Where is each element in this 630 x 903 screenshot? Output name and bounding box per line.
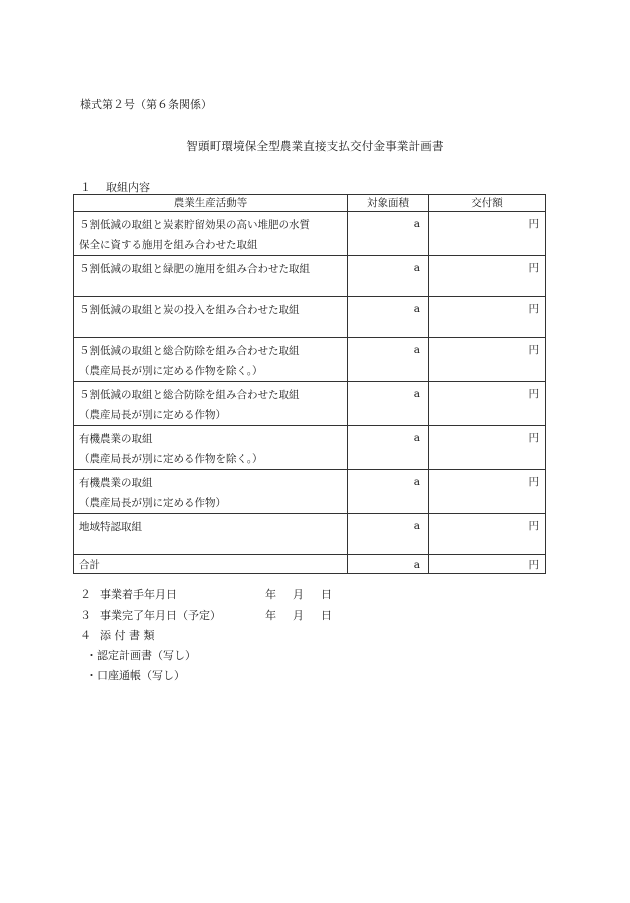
activity-cell [74, 426, 348, 470]
amount-cell[interactable] [429, 338, 546, 382]
section-number: ４ [80, 629, 91, 642]
activity-table [73, 194, 546, 574]
activity-line: （農産局長が別に定める作物を除く。） [79, 365, 263, 377]
amount-cell[interactable] [429, 426, 546, 470]
amount-cell[interactable] [429, 297, 546, 338]
amount-unit: 円 [528, 388, 539, 400]
total-label-cell: 合計 [74, 555, 348, 574]
header-activity: 農業生産活動等 [74, 195, 348, 212]
year-label: 年 [265, 609, 276, 622]
amount-cell[interactable] [429, 514, 546, 555]
area-cell[interactable] [348, 514, 429, 555]
month-label: 月 [293, 609, 304, 622]
section-label: 添 付 書 類 [100, 629, 155, 642]
area-unit: a [413, 218, 420, 230]
amount-unit: 円 [528, 476, 539, 488]
activity-line: ５割低減の取組と炭の投入を組み合わせた取組 [79, 304, 300, 316]
activity-line: ５割低減の取組と炭素貯留効果の高い堆肥の水質 [79, 219, 310, 231]
activity-cell [74, 514, 348, 555]
area-cell[interactable] [348, 256, 429, 297]
activity-cell [74, 470, 348, 514]
activity-line: （農産局長が別に定める作物を除く。） [79, 453, 263, 465]
amount-cell[interactable] [429, 470, 546, 514]
activity-line: （農産局長が別に定める作物） [79, 409, 226, 421]
table-row [74, 426, 546, 470]
section-4-attachments [80, 627, 155, 643]
area-unit: a [413, 344, 420, 356]
amount-unit: 円 [528, 432, 539, 444]
table-row [74, 470, 546, 514]
activity-cell [74, 212, 348, 256]
section-3-end-date [80, 607, 349, 623]
area-unit: a [413, 388, 420, 400]
header-area: 対象面積 [348, 195, 429, 212]
table-row [74, 514, 546, 555]
area-cell[interactable] [348, 212, 429, 256]
area-cell[interactable] [348, 426, 429, 470]
amount-unit: 円 [528, 218, 539, 230]
amount-unit: 円 [528, 303, 539, 315]
activity-line: 有機農業の取組 [79, 433, 153, 445]
attachment-item: ・口座通帳（写し） [86, 669, 185, 682]
amount-cell[interactable] [429, 382, 546, 426]
activity-cell [74, 382, 348, 426]
activity-line: （農産局長が別に定める作物） [79, 497, 226, 509]
area-unit: a [413, 262, 420, 274]
activity-line: ５割低減の取組と総合防除を組み合わせた取組 [79, 345, 300, 357]
activity-line: 有機農業の取組 [79, 477, 153, 489]
total-amount-cell[interactable] [429, 555, 546, 574]
area-unit: a [413, 303, 420, 315]
amount-unit: 円 [528, 559, 539, 571]
area-cell[interactable] [348, 297, 429, 338]
amount-cell[interactable] [429, 256, 546, 297]
table-header-row [74, 195, 546, 212]
header-amount: 交付額 [429, 195, 546, 212]
document-title: 智頭町環境保全型農業直接支払交付金事業計画書 [186, 139, 444, 153]
amount-cell[interactable] [429, 212, 546, 256]
section-label: 事業完了年月日（予定） [100, 609, 221, 622]
table-row [74, 338, 546, 382]
section-label: 事業着手年月日 [100, 588, 177, 601]
section-2-start-date [80, 586, 349, 602]
area-unit: a [413, 520, 420, 532]
attachment-item: ・認定計画書（写し） [86, 649, 196, 662]
activity-line: 地域特認取組 [79, 521, 142, 533]
area-unit: a [413, 432, 420, 444]
form-number: 様式第２号（第６条関係） [80, 98, 212, 111]
amount-unit: 円 [528, 262, 539, 274]
year-label: 年 [265, 588, 276, 601]
activity-line: ５割低減の取組と緑肥の施用を組み合わせた取組 [79, 263, 310, 275]
section-number: ３ [80, 609, 91, 622]
area-unit: a [413, 559, 420, 571]
amount-unit: 円 [528, 344, 539, 356]
activity-line: ５割低減の取組と総合防除を組み合わせた取組 [79, 389, 300, 401]
total-row [74, 555, 546, 574]
table-row [74, 256, 546, 297]
section-1-heading [80, 179, 150, 195]
area-cell[interactable] [348, 382, 429, 426]
area-cell[interactable] [348, 338, 429, 382]
total-area-cell[interactable] [348, 555, 429, 574]
section-number: １ [80, 181, 91, 194]
area-cell[interactable] [348, 470, 429, 514]
activity-line: 保全に資する施用を組み合わせた取組 [79, 239, 258, 251]
month-label: 月 [293, 588, 304, 601]
table-row [74, 212, 546, 256]
area-unit: a [413, 476, 420, 488]
section-label: 取組内容 [106, 181, 150, 194]
activity-cell [74, 338, 348, 382]
day-label: 日 [321, 588, 332, 601]
section-number: ２ [80, 588, 91, 601]
activity-cell [74, 256, 348, 297]
activity-cell [74, 297, 348, 338]
table-row [74, 297, 546, 338]
amount-unit: 円 [528, 520, 539, 532]
table-row [74, 382, 546, 426]
day-label: 日 [321, 609, 332, 622]
